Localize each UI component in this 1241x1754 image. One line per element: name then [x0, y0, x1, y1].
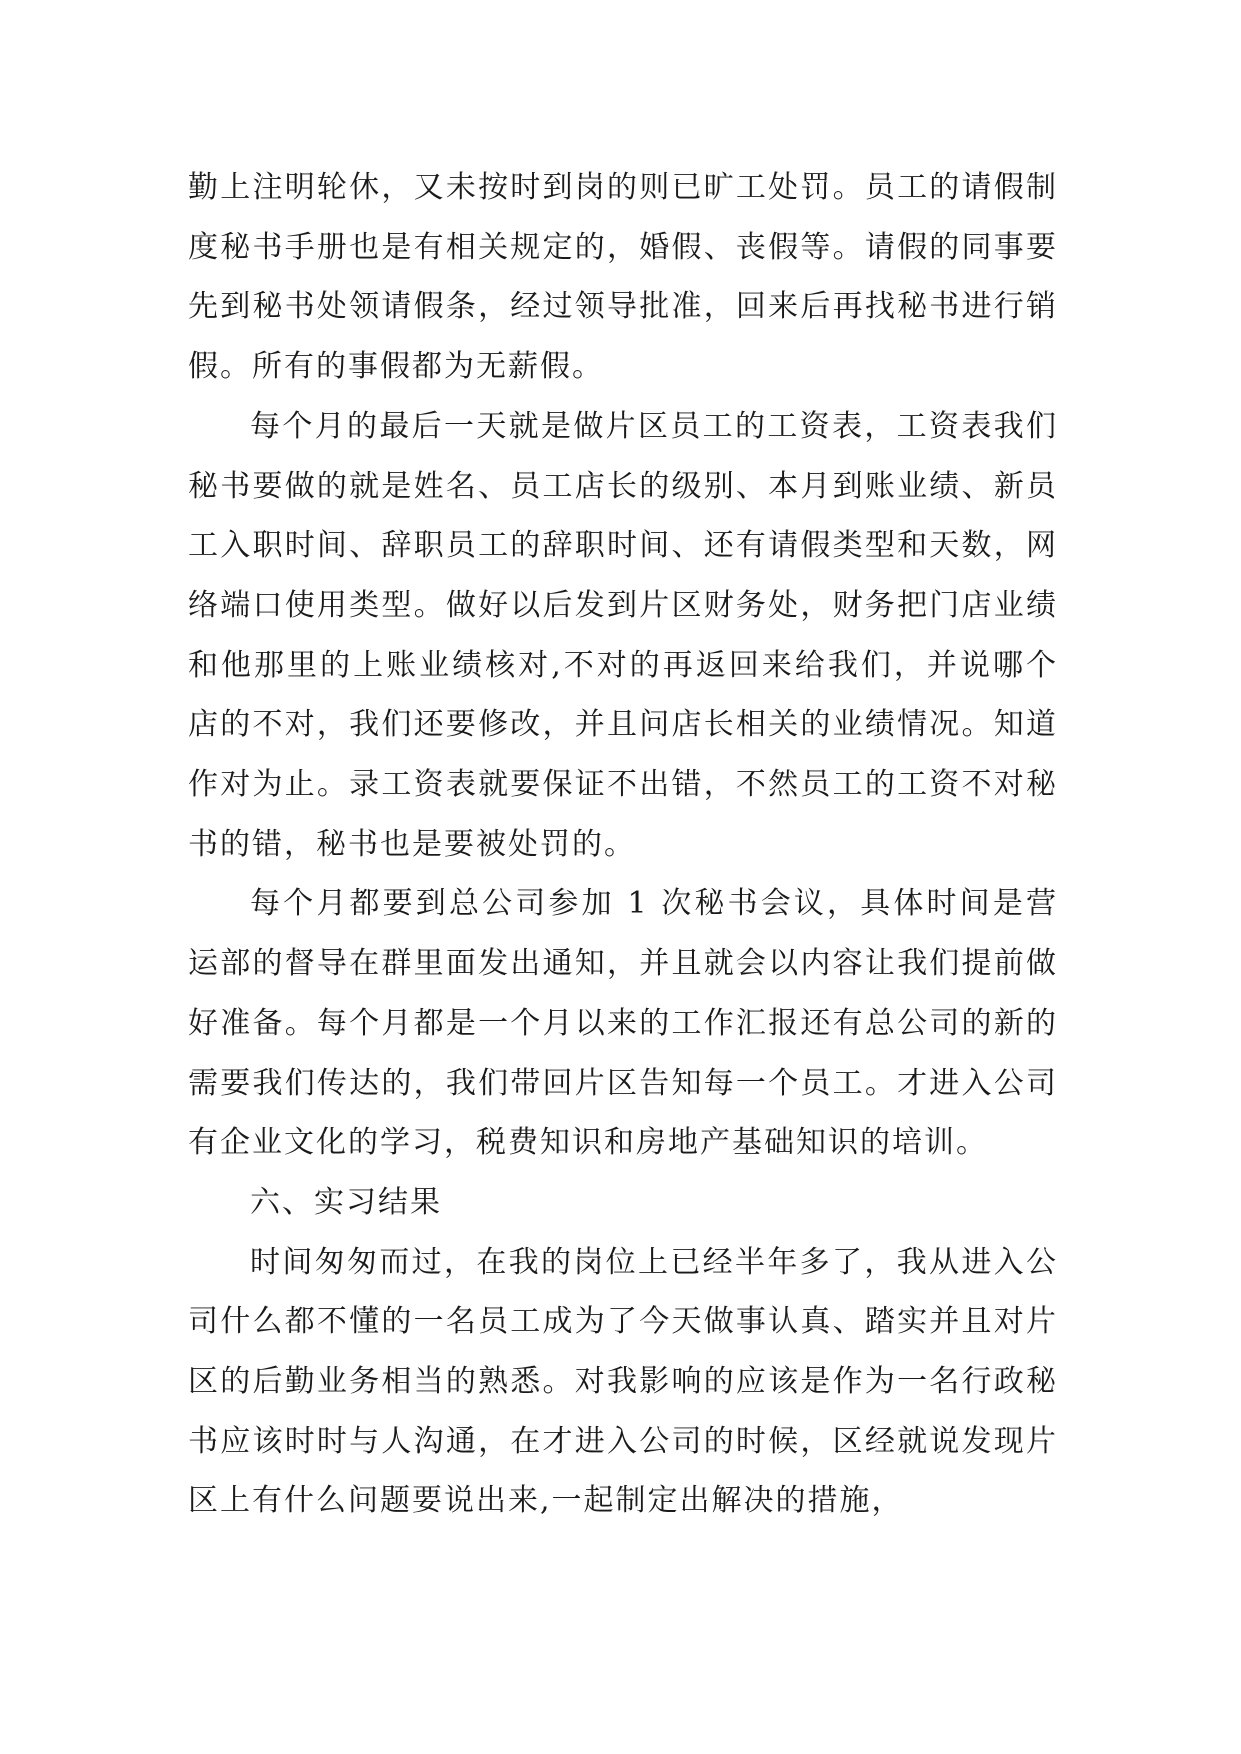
section-heading-internship-results: 六、实习结果 [250, 1184, 442, 1220]
document-body [188, 158, 1058, 1531]
paragraph-secretary-meeting: 每个月都要到总公司参加 1 次秘书会议，具体时间是营运部的督导在群里面发出通知，并且就会以内容让我们提前做好准备。每个月都是一个月以来的工作汇报还有总公司的新的需要我们传达的，我们带回片区告知每一个员工。才进入公司有企业文化的学习，税费知识和房地产基础知识的培训。 [188, 886, 1058, 1161]
paragraph-leave-policy: 勤上注明轮休，又未按时到岗的则已旷工处罚。员工的请假制度秘书手册也是有相关规定的，婚假、丧假等。请假的同事要先到秘书处领请假条，经过领导批准，回来后再找秘书进行销假。所有的事假都为无薪假。 [188, 170, 1058, 385]
paragraph-payroll: 每个月的最后一天就是做片区员工的工资表，工资表我们秘书要做的就是姓名、员工店长的级别、本月到账业绩、新员工入职时间、辞职员工的辞职时间、还有请假类型和天数，网络端口使用类型。做好以后发到片区财务处，财务把门店业绩和他那里的上账业绩核对,不对的再返回来给我们，并说哪个店的不对，我们还要修改，并且问店长相关的业绩情况。知道作对为止。录工资表就要保证不出错，不然员工的工资不对秘书的错，秘书也是要被处罚的。 [188, 408, 1058, 862]
paragraph-internship-results: 时间匆匆而过，在我的岗位上已经半年多了，我从进入公司什么都不懂的一名员工成为了今天做事认真、踏实并且对片区的后勤业务相当的熟悉。对我影响的应该是作为一名行政秘书应该时时与人沟通，在才进入公司的时候，区经就说发现片区上有什么问题要说出来,一起制定出解决的措施， [188, 1244, 1058, 1519]
